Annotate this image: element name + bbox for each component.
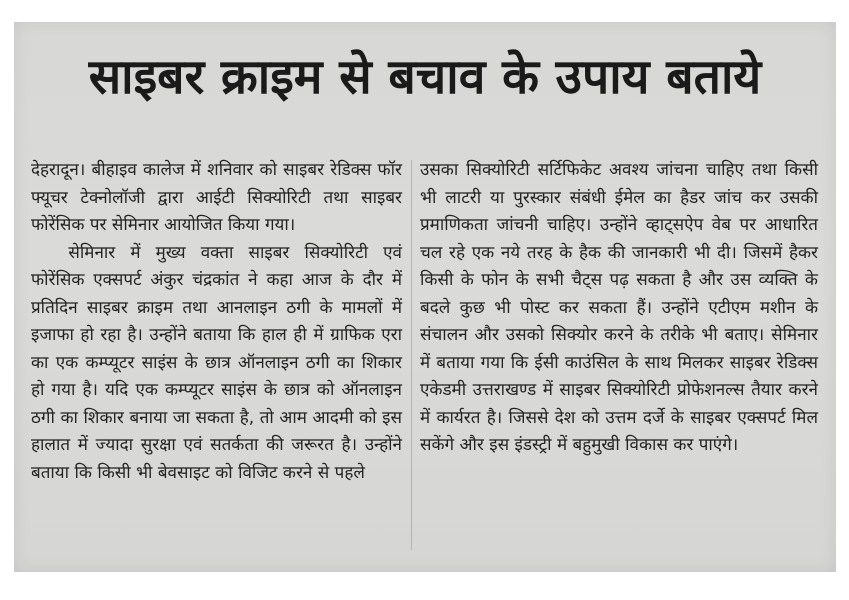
newspaper-clipping: [14, 22, 836, 572]
left-paragraph-1: देहरादून। बीहाइव कालेज में शनिवार को साइबर रेडिक्स फॉर फ्यूचर टेक्नोलॉजी द्वारा आईटी सिक्योरिटी तथा साइबर फोरेंसिक पर सेमिनार आयोजित किया गया।: [31, 160, 402, 235]
right-column: [420, 157, 818, 460]
right-paragraph-1: उसका सिक्योरिटी सर्टिफिकेट अवश्य जांचना चाहिए तथा किसी भी लाटरी या पुरस्कार संबंधी ईमेल का हैडर जांच कर उसकी प्रमाणिकता जांचनी चाहिए। उन्होंने व्हाट्सऐप वेब पर आधारित चल रहे एक नये तरह के हैक की जानकारी भी दी। जिसमें हैकर किसी के फोन के सभी चैट्स पढ़ सकता है और उस व्यक्ति के बदले कुछ भी पोस्ट कर सकता हैं। उन्होंने एटीएम मशीन के संचालन और उसको सिक्योर करने के तरीके भी बताए। सेमिनार में बताया गया कि ईसी काउंसिल के साथ मिलकर साइबर रेडिक्स एकेडमी उत्तराखण्ड में साइबर सिक्योरिटी प्रोफेशनल्स तैयार करने में कार्यरत है। जिससे देश को उत्तम दर्जे के साइबर एक्सपर्ट मिल सकेंगे और इस इंडस्ट्री में बहुमुखी विकास कर पाएंगे।: [420, 160, 818, 455]
left-column: [31, 157, 402, 487]
left-paragraph-2: सेमिनार में मुख्य वक्ता साइबर सिक्योरिटी एवं फोरेंसिक एक्सपर्ट अंकुर चंद्रकांत ने कहा आज के दौर में प्रतिदिन साइबर क्राइम तथा आनलाइन ठगी के मामलों में इजाफा हो रहा है। उन्होंने बताया कि हाल ही में ग्राफिक एरा का एक कम्प्यूटर साइंस के छात्र ऑनलाइन ठगी का शिकार हो गया है। यदि एक कम्प्यूटर साइंस के छात्र को ऑनलाइन ठगी का शिकार बनाया जा सकता है, तो आम आदमी को इस हालात में ज्यादा सुरक्षा एवं सतर्कता की जरूरत है। उन्होंने बताया कि किसी भी बेवसाइट को विजिट करने से पहले: [31, 242, 402, 483]
article-headline: साइबर क्राइम से बचाव के उपाय बताये: [88, 49, 762, 105]
column-divider: [411, 160, 412, 550]
